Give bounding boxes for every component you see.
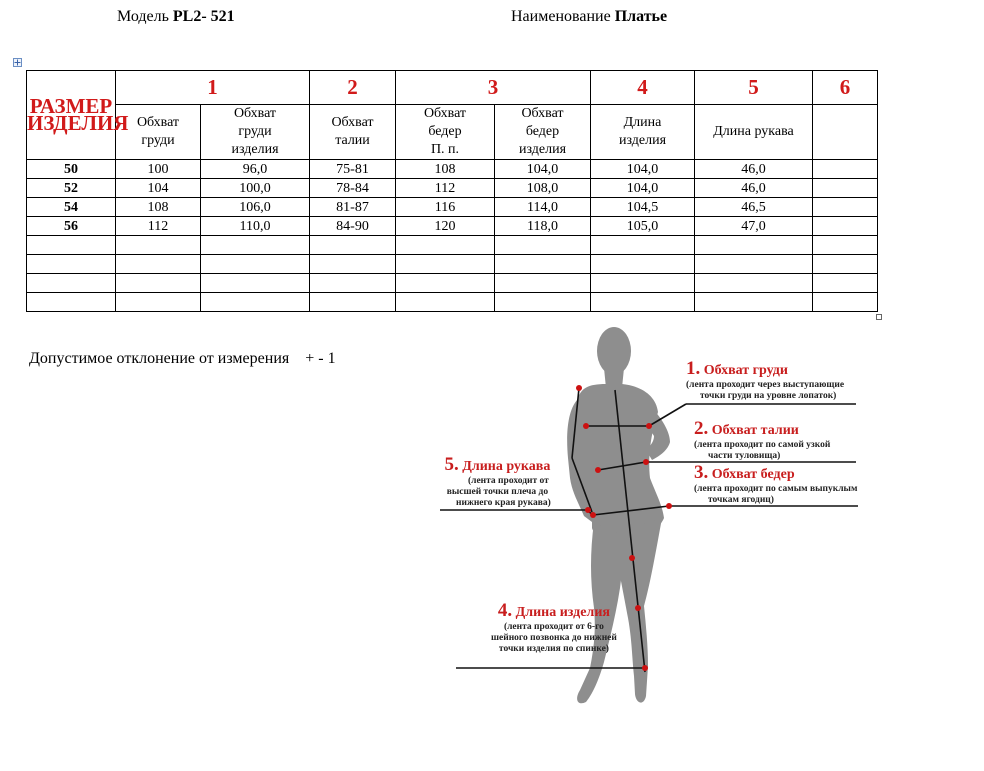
product-name-value: Платье <box>614 8 668 25</box>
table-row <box>27 217 878 236</box>
table-cell: 114,0 <box>495 198 591 217</box>
table-cell: 104 <box>116 179 201 198</box>
product-name-label: Наименование <box>511 8 611 25</box>
table-cell <box>813 255 878 274</box>
table-cell <box>116 255 201 274</box>
table-resize-handle[interactable] <box>876 314 882 320</box>
table-cell: 75-81 <box>310 160 396 179</box>
column-number: 6 <box>813 71 878 105</box>
table-cell <box>591 255 695 274</box>
table-cell: 100 <box>116 160 201 179</box>
label-desc: (лента проходит от 6-го <box>503 622 604 632</box>
measurement-diagram <box>436 318 876 713</box>
column-header-line: изделия <box>231 142 279 157</box>
size-cell <box>27 293 116 312</box>
label-sleeve-length <box>444 454 551 509</box>
table-row <box>27 293 878 312</box>
label-number: 3. <box>694 462 709 483</box>
label-title: Длина изделия <box>515 605 610 620</box>
label-desc: (лента проходит от <box>467 476 549 486</box>
table-cell: 118,0 <box>495 217 591 236</box>
table-cell <box>396 274 495 293</box>
column-number: 5 <box>695 71 813 105</box>
table-cell: 104,0 <box>591 179 695 198</box>
label-desc: (лента проходит через выступающие <box>686 380 845 390</box>
table-cell: 105,0 <box>591 217 695 236</box>
table-cell: 110,0 <box>201 217 310 236</box>
table-cell: 108 <box>116 198 201 217</box>
label-number: 5. <box>444 454 459 475</box>
label-desc: части туловища) <box>708 451 781 461</box>
column-header-line: П. п. <box>430 142 460 157</box>
table-cell <box>201 255 310 274</box>
label-desc: (лента проходит по самой узкой <box>694 440 831 450</box>
table-cell <box>495 255 591 274</box>
label-desc: высшей точки плеча до <box>446 487 549 497</box>
table-cell: 100,0 <box>201 179 310 198</box>
table-cell: 81-87 <box>310 198 396 217</box>
label-desc: точки изделия по спинке) <box>498 644 609 654</box>
size-cell <box>27 255 116 274</box>
column-header-line: бедер <box>428 124 462 139</box>
table-row <box>27 179 878 198</box>
label-garment-length <box>491 600 617 655</box>
table-cell: 46,0 <box>695 179 813 198</box>
table-cell <box>813 274 878 293</box>
label-chest-girth <box>686 358 844 402</box>
table-cell <box>695 293 813 312</box>
column-number-row <box>27 71 878 105</box>
column-header-line: бедер <box>525 124 560 139</box>
table-cell: 104,0 <box>591 160 695 179</box>
table-row <box>27 274 878 293</box>
column-header <box>695 105 813 160</box>
table-cell <box>591 293 695 312</box>
column-number: 3 <box>396 71 591 105</box>
table-row <box>27 160 878 179</box>
column-header <box>813 105 878 160</box>
column-header-line: изделия <box>618 133 667 148</box>
table-cell: 46,5 <box>695 198 813 217</box>
table-cell <box>201 236 310 255</box>
column-number: 2 <box>310 71 396 105</box>
table-cell <box>116 274 201 293</box>
column-header-line: талии <box>335 133 370 148</box>
column-header-line: Обхват <box>521 106 564 121</box>
column-header-line: Обхват <box>331 115 374 130</box>
size-cell: 52 <box>27 179 116 198</box>
table-cell <box>495 274 591 293</box>
table-cell <box>396 255 495 274</box>
column-header <box>396 105 495 160</box>
column-header <box>495 105 591 160</box>
column-header-line: Обхват <box>233 106 277 121</box>
label-title: Обхват талии <box>711 423 799 438</box>
table-cell: 96,0 <box>201 160 310 179</box>
column-number: 4 <box>591 71 695 105</box>
label-number: 4. <box>497 600 513 621</box>
table-cell <box>591 274 695 293</box>
size-table <box>26 70 878 312</box>
label-desc: шейного позвонка до нижней <box>491 633 617 643</box>
size-header-line: ИЗДЕЛИЯ <box>27 111 129 135</box>
table-move-handle-icon[interactable] <box>13 58 22 67</box>
model-label: Модель <box>117 8 169 25</box>
table-cell: 120 <box>396 217 495 236</box>
label-title: Обхват бедер <box>711 467 795 482</box>
table-cell: 78-84 <box>310 179 396 198</box>
size-header-cell <box>27 71 129 160</box>
table-cell <box>695 274 813 293</box>
table-cell <box>813 236 878 255</box>
label-number: 1. <box>686 358 701 379</box>
column-header <box>201 105 310 160</box>
table-cell: 116 <box>396 198 495 217</box>
column-number: 1 <box>116 71 310 105</box>
column-header <box>310 105 396 160</box>
table-cell <box>310 293 396 312</box>
label-desc: точкам ягодиц) <box>708 495 774 505</box>
table-cell: 104,5 <box>591 198 695 217</box>
label-desc: (лента проходит по самым выпуклым <box>694 484 858 494</box>
table-cell: 84-90 <box>310 217 396 236</box>
label-waist-girth <box>694 418 830 462</box>
label-number: 2. <box>694 418 709 439</box>
table-cell <box>813 160 878 179</box>
label-title: Длина рукава <box>462 459 551 474</box>
table-row <box>27 255 878 274</box>
column-header-line: груди <box>141 133 175 148</box>
model-value: PL2- 521 <box>172 8 235 25</box>
table-cell: 112 <box>116 217 201 236</box>
model-field <box>117 8 235 26</box>
table-cell <box>116 236 201 255</box>
table-cell <box>695 255 813 274</box>
table-cell: 112 <box>396 179 495 198</box>
column-header-line: Длина <box>623 115 662 130</box>
size-cell: 50 <box>27 160 116 179</box>
table-cell <box>813 179 878 198</box>
label-desc: точки груди на уровне лопаток) <box>700 391 837 401</box>
table-cell <box>116 293 201 312</box>
size-cell <box>27 274 116 293</box>
table-cell: 47,0 <box>695 217 813 236</box>
table-cell <box>201 293 310 312</box>
column-header-line: груди <box>238 124 272 139</box>
table-cell <box>813 217 878 236</box>
size-header-line: РАЗМЕР <box>29 94 113 118</box>
column-header-line: Обхват <box>136 115 180 130</box>
label-desc: нижнего края рукава) <box>456 498 551 508</box>
size-cell: 54 <box>27 198 116 217</box>
table-cell <box>310 255 396 274</box>
table-cell <box>495 236 591 255</box>
tolerance-note: Допустимое отклонение от измерения + - 1 <box>29 350 336 367</box>
column-header-line: изделия <box>518 142 567 157</box>
table-row <box>27 198 878 217</box>
table-cell <box>813 198 878 217</box>
table-cell <box>310 274 396 293</box>
table-cell: 108,0 <box>495 179 591 198</box>
label-hip-girth <box>694 462 857 506</box>
table-cell <box>396 293 495 312</box>
table-cell: 46,0 <box>695 160 813 179</box>
table-cell: 104,0 <box>495 160 591 179</box>
table-cell <box>695 236 813 255</box>
label-title: Обхват груди <box>703 363 788 378</box>
table-cell <box>396 236 495 255</box>
size-cell: 56 <box>27 217 116 236</box>
table-cell: 108 <box>396 160 495 179</box>
table-cell: 106,0 <box>201 198 310 217</box>
table-cell <box>201 274 310 293</box>
table-cell <box>310 236 396 255</box>
column-header <box>116 105 201 160</box>
column-header-line: Длина рукава <box>713 124 794 139</box>
table-row <box>27 236 878 255</box>
column-header-row <box>27 105 878 160</box>
column-header <box>591 105 695 160</box>
table-cell <box>495 293 591 312</box>
product-name-field <box>511 8 667 26</box>
table-cell <box>813 293 878 312</box>
column-header-line: Обхват <box>423 106 467 121</box>
table-cell <box>591 236 695 255</box>
size-cell <box>27 236 116 255</box>
